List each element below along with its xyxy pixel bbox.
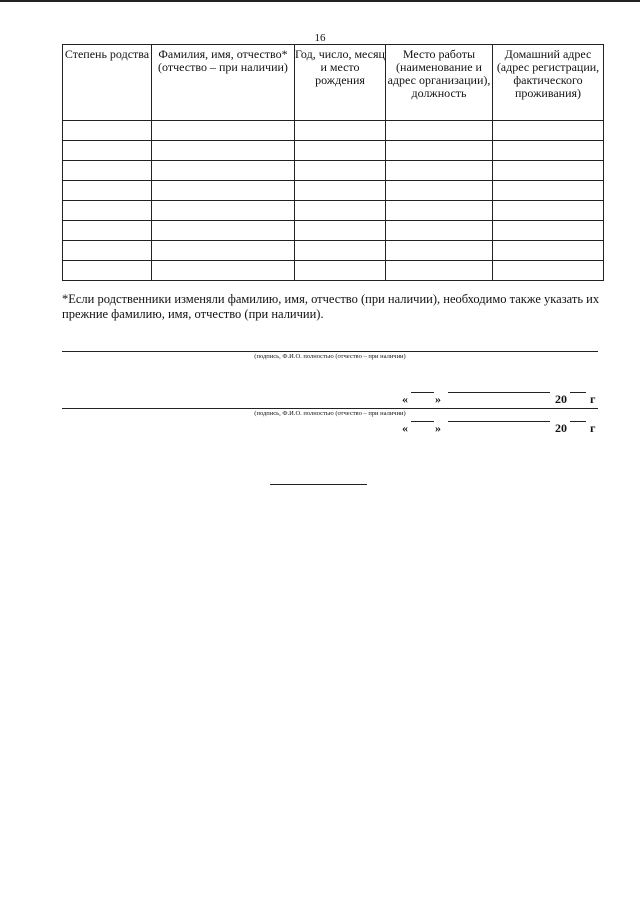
- month-blank-1[interactable]: [448, 392, 550, 393]
- table-row: [63, 221, 604, 241]
- table-cell[interactable]: [386, 161, 493, 181]
- table-cell[interactable]: [295, 141, 386, 161]
- table-header-row: [63, 45, 604, 121]
- table-cell[interactable]: [295, 181, 386, 201]
- table-row: [63, 241, 604, 261]
- header-workplace: Место работы (наименование и адрес организации), должность: [386, 45, 493, 121]
- day-blank-1[interactable]: [411, 392, 434, 393]
- table-cell[interactable]: [295, 201, 386, 221]
- table-cell[interactable]: [386, 121, 493, 141]
- table-row: [63, 261, 604, 281]
- year-prefix: 20: [555, 421, 567, 435]
- signature-caption-2: (подпись, Ф.И.О. полностью (отчество – при наличии): [254, 410, 406, 417]
- table-row: [63, 161, 604, 181]
- table-cell[interactable]: [152, 221, 295, 241]
- table-cell[interactable]: [63, 181, 152, 201]
- table-row: [63, 121, 604, 141]
- open-quote: «: [402, 421, 408, 435]
- relatives-table: [62, 44, 604, 281]
- table-cell[interactable]: [63, 141, 152, 161]
- header-full-name: Фамилия, имя, отчество* (отчество – при наличии): [152, 45, 295, 121]
- close-quote: »: [435, 421, 441, 435]
- table-cell[interactable]: [63, 221, 152, 241]
- open-quote: «: [402, 392, 408, 406]
- table-cell[interactable]: [386, 261, 493, 281]
- table-cell[interactable]: [63, 241, 152, 261]
- table-cell[interactable]: [386, 221, 493, 241]
- table-cell[interactable]: [493, 121, 604, 141]
- table-cell[interactable]: [295, 121, 386, 141]
- end-divider: [270, 484, 367, 485]
- footnote: *Если родственники изменяли фамилию, имя, отчество (при наличии), необходимо также указать их прежние фамилию, имя, отчество (при наличии).: [62, 292, 600, 321]
- header-relation-degree: Степень родства: [63, 45, 152, 121]
- table-cell[interactable]: [152, 121, 295, 141]
- year-blank-2[interactable]: [570, 421, 586, 422]
- table-cell[interactable]: [386, 241, 493, 261]
- table-row: [63, 181, 604, 201]
- table-cell[interactable]: [152, 141, 295, 161]
- year-suffix: г: [590, 392, 596, 406]
- table-cell[interactable]: [152, 261, 295, 281]
- table-cell[interactable]: [493, 241, 604, 261]
- day-blank-2[interactable]: [411, 421, 434, 422]
- table-cell[interactable]: [295, 221, 386, 241]
- table-cell[interactable]: [63, 201, 152, 221]
- table-cell[interactable]: [493, 161, 604, 181]
- table-cell[interactable]: [386, 141, 493, 161]
- header-birth-date-place: Год, число, месяц и место рождения: [295, 45, 386, 121]
- table-cell[interactable]: [63, 161, 152, 181]
- signature-line-2[interactable]: [62, 408, 598, 409]
- table-cell[interactable]: [152, 201, 295, 221]
- table-cell[interactable]: [152, 241, 295, 261]
- close-quote: »: [435, 392, 441, 406]
- table-row: [63, 201, 604, 221]
- month-blank-2[interactable]: [448, 421, 550, 422]
- signature-line-1[interactable]: [62, 351, 598, 352]
- table-cell[interactable]: [63, 261, 152, 281]
- table-cell[interactable]: [386, 181, 493, 201]
- date-line-2: [400, 421, 600, 437]
- table-cell[interactable]: [152, 161, 295, 181]
- table-cell[interactable]: [493, 201, 604, 221]
- table-row: [63, 141, 604, 161]
- table-cell[interactable]: [493, 261, 604, 281]
- date-line-1: [400, 392, 600, 408]
- header-home-address: Домашний адрес (адрес регистрации, фактического проживания): [493, 45, 604, 121]
- table-cell[interactable]: [152, 181, 295, 201]
- table-cell[interactable]: [493, 181, 604, 201]
- table-cell[interactable]: [295, 161, 386, 181]
- year-suffix: г: [590, 421, 596, 435]
- signature-caption-1: (подпись, Ф.И.О. полностью (отчество – при наличии): [254, 353, 406, 360]
- table-cell[interactable]: [493, 221, 604, 241]
- page-number: 16: [314, 32, 326, 44]
- table-cell[interactable]: [295, 261, 386, 281]
- top-rule: [0, 0, 640, 2]
- table-cell[interactable]: [63, 121, 152, 141]
- year-blank-1[interactable]: [570, 392, 586, 393]
- table-body: [63, 121, 604, 281]
- table-cell[interactable]: [295, 241, 386, 261]
- table-cell[interactable]: [493, 141, 604, 161]
- table-cell[interactable]: [386, 201, 493, 221]
- year-prefix: 20: [555, 392, 567, 406]
